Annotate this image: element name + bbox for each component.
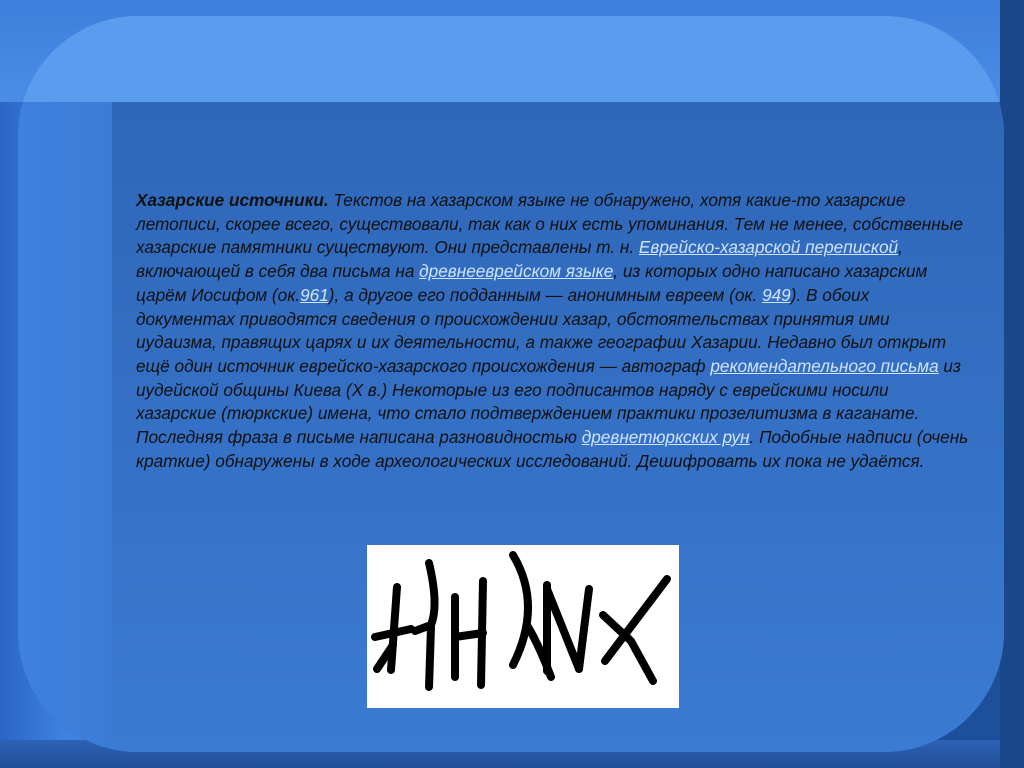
link-hebrew-language[interactable]: древнееврейском языке: [419, 261, 614, 282]
rune-stroke: [579, 589, 589, 669]
rune-stroke: [415, 563, 435, 631]
text-segment: . Подобные надписи (очень краткие) обнаружены в ходе археологических исследований. Дешифровать их пока не удаётся.: [136, 427, 969, 471]
link-old-turkic-runes[interactable]: древнетюркских рун: [581, 427, 750, 448]
rune-stroke: [513, 555, 528, 665]
rune-stroke: [481, 581, 483, 685]
slide-title-band: [18, 16, 1004, 102]
rune-stroke: [391, 587, 397, 670]
runes-icon: [367, 545, 679, 708]
text-segment: Текстов на хазарском языке не обнаружено, хотя какие-то хазарские летописи, скорее всего, существовали, так как о них есть упоминания. Тем не менее, собственные хазарские памятники существуют. Они представлены т. н.: [136, 190, 963, 258]
old-turkic-runes-image: [367, 545, 679, 708]
link-khazar-correspondence[interactable]: Еврейско-хазарской перепиской: [638, 237, 899, 258]
text-segment: ). В обоих документах приводятся сведения о происхождении хазар, обстоятельствах принятия ими иудаизма, правящих царях и их деятельности, а также географии Хазарии. Недавно был открыт ещё один источник еврейско-хазарского происхождения — автограф: [136, 284, 947, 376]
body-paragraph: [136, 189, 972, 473]
paragraph-lead: Хазарские источники.: [136, 190, 329, 210]
slide-left-strip: [18, 102, 112, 752]
text-segment: ), а другое его подданным — анонимным евреем (ок.: [328, 284, 763, 305]
text-segment: , из которых одно написано хазарским царём Иосифом (ок.: [136, 261, 928, 305]
text-segment: , включающей в себя два письма на: [136, 237, 903, 282]
rune-stroke: [547, 589, 579, 669]
rune-stroke: [429, 627, 431, 687]
link-year-961[interactable]: 961: [300, 284, 329, 305]
link-year-949[interactable]: 949: [762, 284, 791, 305]
text-segment: из иудейской общины Киева (X в.) Некоторые из его подписантов наряду с еврейскими носили хазарские (тюркские) имена, что стало подтверждением практики прозелитизма в каганате. Последняя фраза в письме написана разновидностью: [136, 355, 961, 448]
link-recommendation-letter[interactable]: рекомендательного письма: [710, 355, 939, 376]
